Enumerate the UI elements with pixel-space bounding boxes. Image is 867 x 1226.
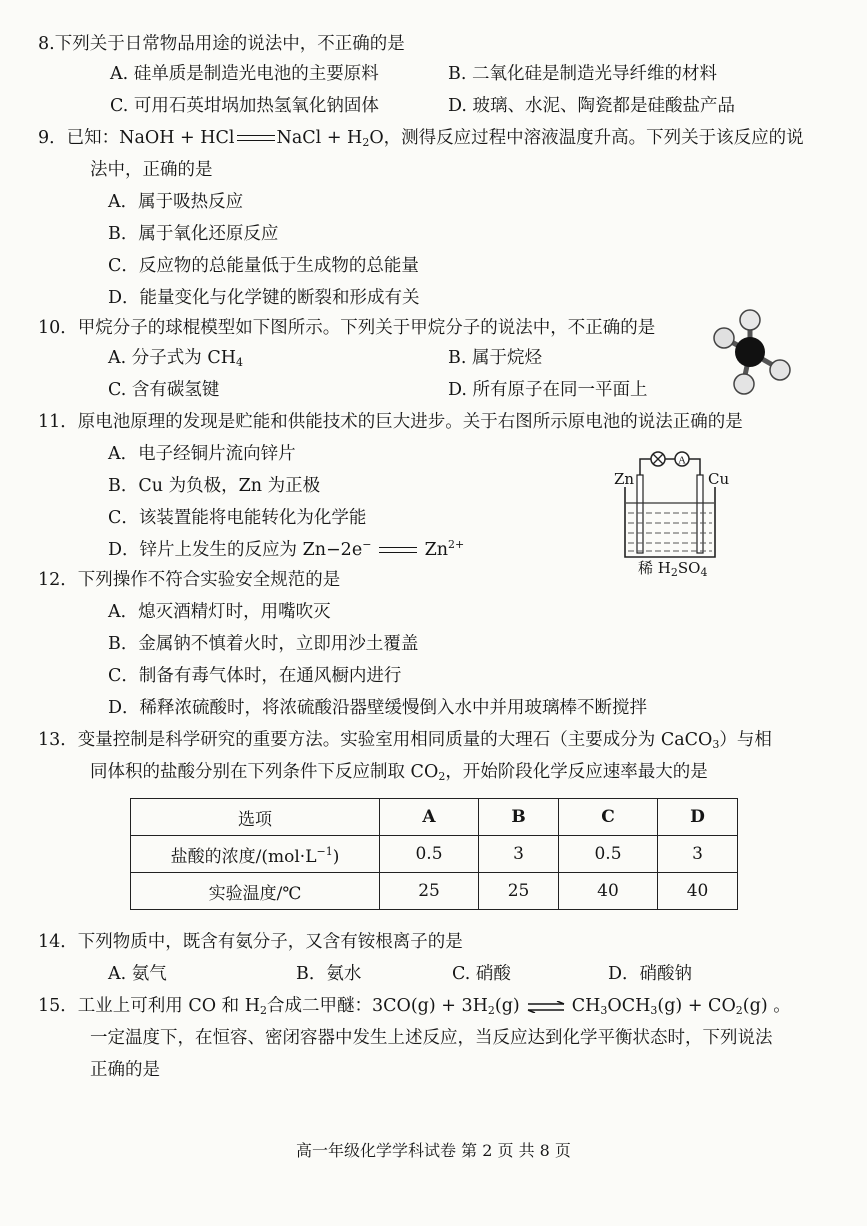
electrolyte-caption	[638, 557, 707, 578]
q9-option-a: A．属于吸热反应	[108, 192, 244, 212]
subscript: 4	[235, 356, 243, 369]
q9-stem-part-c: O，测得反应过程中溶液温度升高。下列关于该反应的说	[369, 128, 804, 148]
table-cell: 40	[558, 873, 657, 910]
q14-option-b: B．氨水	[296, 964, 362, 984]
subscript: 3	[600, 1004, 608, 1017]
table-cell: 25	[380, 873, 479, 910]
q15-stem-text: OCH	[607, 996, 651, 1016]
superscript: −	[362, 538, 372, 551]
caption-text: 稀 H	[638, 559, 671, 577]
subscript: 4	[700, 566, 708, 579]
subscript: 2	[735, 1004, 743, 1017]
table-header-cell: C	[558, 799, 657, 836]
table-header-row	[131, 799, 738, 836]
q12-option-d: D．稀释浓硫酸时，将浓硫酸沿器壁缓慢倒入水中并用玻璃棒不断搅拌	[108, 698, 648, 718]
q15-stem-text: (g)	[494, 996, 520, 1016]
q11-stem: 11．原电池原理的发现是贮能和供能技术的巨大进步。关于右图所示原电池的说法正确的是	[38, 412, 743, 432]
subscript: 2	[259, 1004, 267, 1017]
q12-option-c: C．制备有毒气体时，在通风橱内进行	[108, 666, 402, 686]
q15-stem-line1	[38, 994, 791, 1018]
q15-stem-text: (g) 。	[742, 996, 791, 1016]
q13-stem-text: 同体积的盐酸分别在下列条件下反应制取 CO	[90, 762, 439, 782]
q10-stem: 10．甲烷分子的球棍模型如下图所示。下列关于甲烷分子的说法中，不正确的是	[38, 318, 656, 338]
q13-conditions-table	[130, 798, 738, 910]
table-cell: 0.5	[558, 836, 657, 873]
equals-sign-icon	[235, 134, 277, 144]
equilibrium-arrow-icon	[526, 1001, 566, 1013]
q14-option-a: A. 氨气	[108, 964, 167, 984]
q9-stem-line1	[38, 126, 804, 150]
row-label-text: )	[332, 846, 340, 867]
q15-stem-text: 合成二甲醚：3CO(g) + 3H	[266, 996, 488, 1016]
q15-stem-line3: 正确的是	[90, 1060, 160, 1080]
q11-option-c: C．该装置能将电能转化为化学能	[108, 508, 367, 528]
q13-stem-line1	[38, 728, 772, 752]
table-row	[131, 873, 738, 910]
subscript: 3	[712, 738, 720, 751]
table-row-label: 实验温度/℃	[131, 873, 380, 910]
q14-option-d: D．硝酸钠	[608, 964, 693, 984]
q9-option-b: B．属于氧化还原反应	[108, 224, 279, 244]
q13-stem-text: 13．变量控制是科学研究的重要方法。实验室用相同质量的大理石（主要成分为 CaCO	[38, 730, 713, 750]
q10-option-b: B. 属于烷烃	[448, 348, 542, 368]
subscript: 2	[438, 770, 446, 783]
table-header-cell: B	[479, 799, 559, 836]
table-cell: 25	[479, 873, 559, 910]
subscript: 2	[487, 1004, 495, 1017]
superscript: 2+	[448, 538, 465, 551]
q12-option-b: B．金属钠不慎着火时，立即用沙土覆盖	[108, 634, 419, 654]
table-cell: 0.5	[380, 836, 479, 873]
q8-option-d: D. 玻璃、水泥、陶瓷都是硅酸盐产品	[448, 96, 736, 116]
table-header-cell: 选项	[131, 799, 380, 836]
table-cell: 3	[479, 836, 559, 873]
q8-option-a: A. 硅单质是制造光电池的主要原料	[110, 64, 379, 84]
q8-stem: 8.下列关于日常物品用途的说法中，不正确的是	[38, 34, 405, 54]
q12-stem: 12．下列操作不符合实验安全规范的是	[38, 570, 341, 590]
table-cell: 40	[658, 873, 738, 910]
table-header-cell: A	[380, 799, 479, 836]
galvanic-cell-figure	[600, 445, 750, 585]
q10-option-d: D. 所有原子在同一平面上	[448, 380, 648, 400]
q15-stem-line2: 一定温度下，在恒容、密闭容器中发生上述反应，当反应达到化学平衡状态时，下列说法	[90, 1028, 773, 1048]
galvanic-cell-icon	[600, 445, 750, 565]
q13-stem-text: ，开始阶段化学反应速率最大的是	[445, 762, 708, 782]
q14-option-c: C. 硝酸	[452, 964, 511, 984]
q11-option-a: A．电子经铜片流向锌片	[108, 444, 296, 464]
q9-stem-part-b: NaCl + H	[276, 128, 363, 148]
q15-stem-text: CH	[571, 996, 601, 1016]
subscript: 2	[670, 566, 678, 579]
q10-option-c: C. 含有碳氢键	[108, 380, 220, 400]
table-header-cell: D	[658, 799, 738, 836]
q11-option-b: B．Cu 为负极，Zn 为正极	[108, 476, 321, 496]
methane-model-icon	[700, 300, 800, 400]
copper-electrode-label: Cu	[708, 470, 730, 488]
q8-option-c: C. 可用石英坩埚加热氢氧化钠固体	[110, 96, 379, 116]
subscript: 3	[650, 1004, 658, 1017]
ammeter-label: A	[678, 454, 686, 467]
q11-option-d-product: Zn	[424, 540, 448, 560]
q9-stem-part-a: 9．已知：NaOH + HCl	[38, 128, 235, 148]
q9-stem-line2: 法中，正确的是	[90, 160, 213, 180]
q11-option-d-text: D．锌片上发生的反应为 Zn−2e	[108, 540, 363, 560]
subscript: 2	[362, 136, 370, 149]
page-footer: 高一年级化学学科试卷 第 2 页 共 8 页	[296, 1141, 571, 1160]
q8-option-b: B. 二氧化硅是制造光导纤维的材料	[448, 64, 717, 84]
q10-option-a	[108, 346, 243, 370]
q15-stem-text: 15．工业上可利用 CO 和 H	[38, 996, 260, 1016]
q10-option-a-text: A. 分子式为 CH	[108, 348, 236, 368]
q14-stem: 14．下列物质中，既含有氨分子，又含有铵根离子的是	[38, 932, 463, 952]
equals-sign-icon	[377, 546, 419, 556]
table-row	[131, 836, 738, 873]
row-label-text: 盐酸的浓度/(mol·L	[170, 846, 317, 867]
table-cell: 3	[658, 836, 738, 873]
q9-option-d: D．能量变化与化学键的断裂和形成有关	[108, 288, 420, 308]
table-row-label	[131, 836, 380, 873]
q9-option-c: C．反应物的总能量低于生成物的总能量	[108, 256, 419, 276]
caption-text: SO	[677, 559, 701, 577]
q11-option-d	[108, 538, 464, 562]
q13-stem-text: ）与相	[719, 730, 772, 750]
q15-stem-text: (g) + CO	[657, 996, 736, 1016]
q12-option-a: A．熄灭酒精灯时，用嘴吹灭	[108, 602, 331, 622]
zinc-electrode-label: Zn	[614, 470, 635, 488]
q13-stem-line2	[90, 760, 708, 784]
superscript: −1	[316, 844, 333, 858]
